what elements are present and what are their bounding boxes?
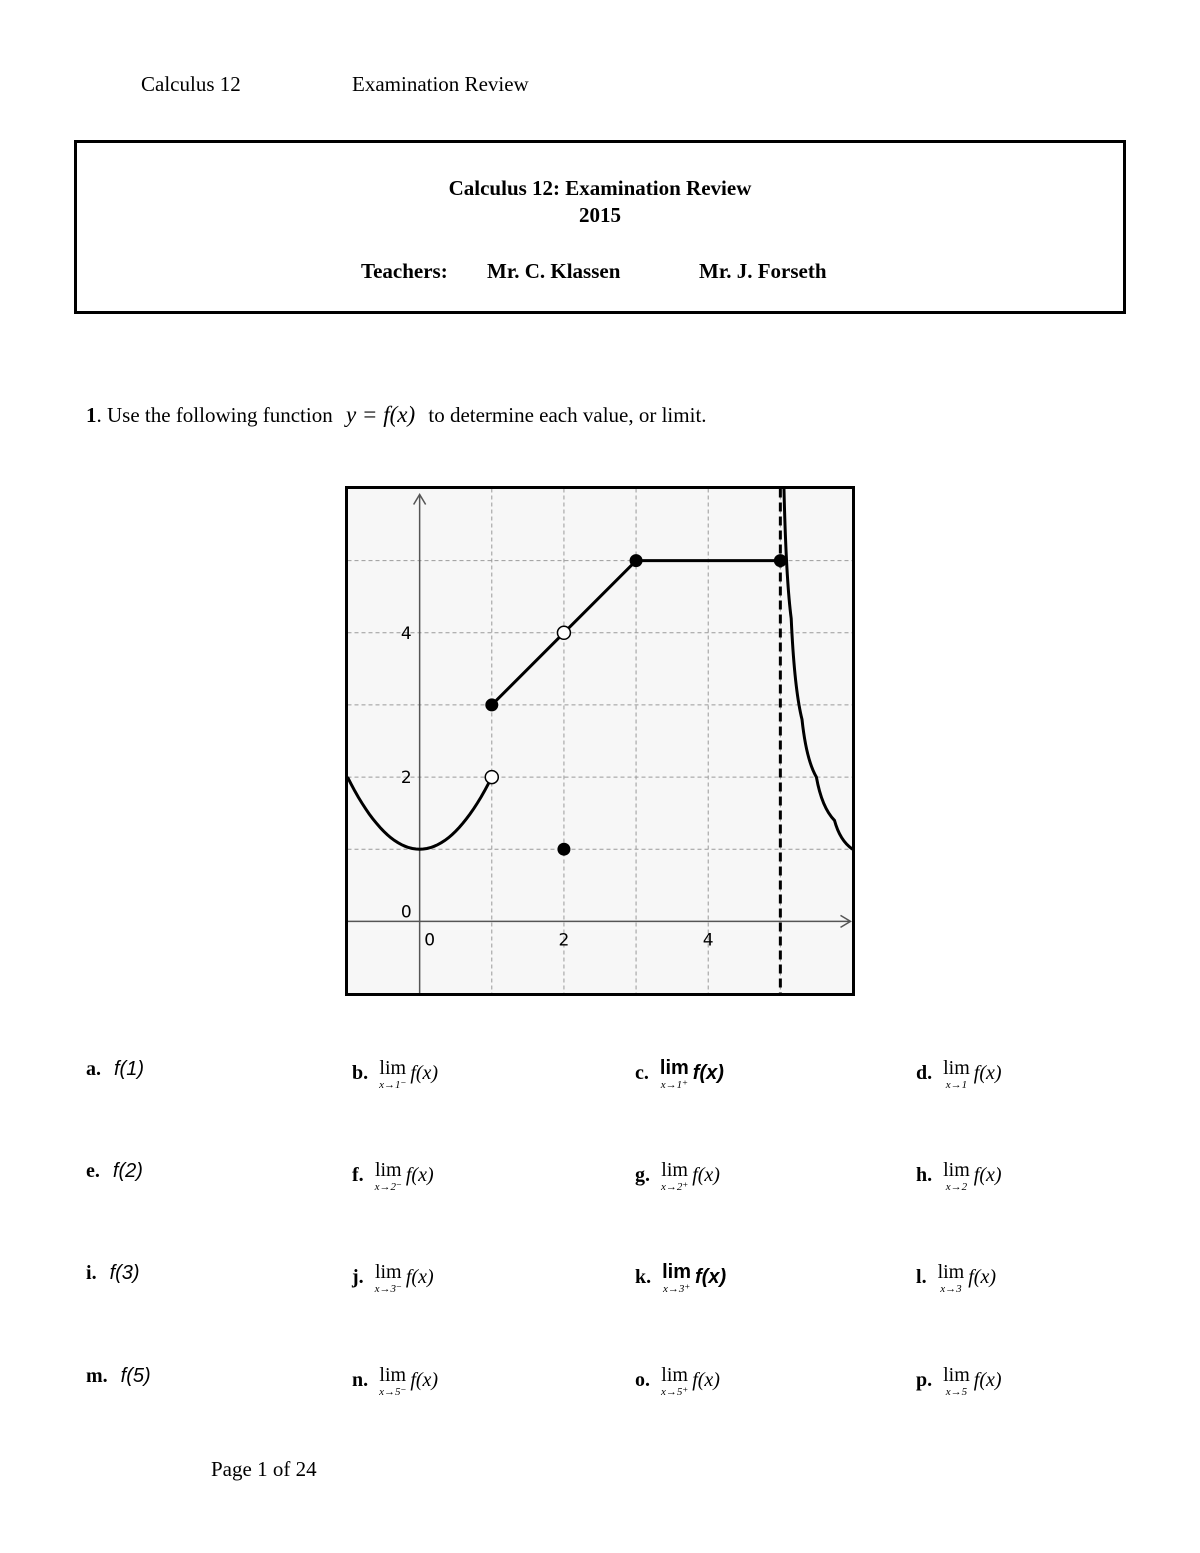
header-title: Examination Review: [352, 72, 529, 96]
y-tick-label: 0: [400, 902, 412, 923]
x-tick-label: 2: [558, 930, 570, 951]
function-value: f(5): [120, 1365, 151, 1387]
question-text-before: . Use the following function: [96, 403, 333, 427]
limit-subscript: x→5⁺: [661, 1386, 689, 1398]
limit-subscript: x→2⁺: [661, 1181, 689, 1193]
item-p: p. lim x→5 f(x): [916, 1364, 1002, 1398]
limit-operator: lim x→1⁻: [379, 1057, 407, 1091]
limit-operator: lim x→3⁺: [662, 1261, 692, 1295]
item-label: l: [916, 1266, 922, 1289]
item-e: e. f(2): [86, 1160, 143, 1182]
closed-point: [774, 554, 787, 567]
limit-operator: lim x→5⁻: [379, 1364, 407, 1398]
question-function: y = f(x): [345, 402, 416, 427]
header-course: Calculus 12: [141, 72, 241, 96]
open-point: [557, 626, 570, 639]
limit-operator: lim x→1: [943, 1057, 970, 1091]
item-label: j: [352, 1266, 359, 1289]
item-label: c: [635, 1062, 644, 1085]
item-label: m: [86, 1365, 103, 1387]
limit-function: f(x): [695, 1266, 727, 1289]
teachers-label: Teachers:: [361, 259, 448, 283]
limit-subscript: x→3⁺: [662, 1283, 691, 1295]
x-tick-label: 0: [424, 930, 436, 951]
limit-subscript: x→3⁻: [374, 1283, 402, 1295]
limit-function: f(x): [692, 1164, 720, 1187]
item-label: n: [352, 1369, 364, 1392]
limit-function: f(x): [692, 1062, 724, 1085]
item-label: h: [916, 1164, 928, 1187]
limit-function: f(x): [968, 1266, 996, 1289]
item-m: m. f(5): [86, 1365, 151, 1387]
teacher-klassen: Mr. C. Klassen: [487, 259, 621, 283]
teachers-line: [361, 259, 827, 284]
limit-subscript: x→2⁻: [374, 1181, 402, 1193]
limit-operator: lim x→2⁻: [374, 1159, 402, 1193]
limit-function: f(x): [405, 1266, 434, 1289]
item-i: i. f(3): [86, 1262, 140, 1284]
item-g: g. lim x→2⁺ f(x): [635, 1159, 720, 1193]
item-h: h. lim x→2 f(x): [916, 1159, 1002, 1193]
item-label: d: [916, 1062, 928, 1085]
x-tick-label: 4: [702, 930, 714, 951]
item-a: a. f(1): [86, 1058, 144, 1080]
open-point: [485, 771, 498, 784]
question-text-after: to determine each value, or limit.: [428, 403, 707, 427]
item-label: b: [352, 1062, 364, 1085]
item-label: g: [635, 1164, 645, 1187]
limit-function: f(x): [973, 1164, 1002, 1187]
closed-point: [630, 554, 643, 567]
item-label: e: [86, 1160, 95, 1182]
item-label: o: [635, 1369, 645, 1392]
limit-operator: lim x→2: [943, 1159, 970, 1193]
limit-function: f(x): [973, 1062, 1002, 1085]
teacher-forseth: Mr. J. Forseth: [699, 259, 827, 283]
item-b: b. lim x→1⁻ f(x): [352, 1057, 439, 1091]
limit-function: f(x): [973, 1369, 1002, 1392]
function-graph: [345, 486, 855, 996]
limit-operator: lim x→3⁻: [374, 1261, 402, 1295]
function-value: f(2): [112, 1160, 143, 1182]
item-label: i: [86, 1262, 92, 1284]
limit-operator: lim x→1⁺: [659, 1057, 689, 1091]
title-box: [74, 140, 1126, 314]
limit-operator: lim x→3: [937, 1261, 965, 1295]
item-label: p: [916, 1369, 928, 1392]
limit-subscript: x→1: [945, 1079, 968, 1091]
closed-point: [485, 698, 498, 711]
page-number: Page 1 of 24: [211, 1457, 317, 1481]
limit-subscript: x→3: [940, 1283, 962, 1295]
function-value: f(3): [109, 1262, 140, 1284]
limit-function: f(x): [405, 1164, 434, 1187]
y-tick-label: 2: [400, 768, 412, 789]
y-tick-label: 4: [400, 623, 412, 644]
limit-subscript: x→5⁻: [379, 1386, 407, 1398]
item-label: k: [635, 1266, 647, 1289]
limit-function: f(x): [410, 1062, 439, 1085]
item-k: k. lim x→3⁺ f(x): [635, 1261, 727, 1295]
item-f: f. lim x→2⁻ f(x): [352, 1159, 434, 1193]
closed-point: [557, 843, 570, 856]
document-title: Calculus 12: Examination Review: [448, 176, 752, 200]
document-year: 2015: [579, 203, 621, 227]
item-n: n. lim x→5⁻ f(x): [352, 1364, 439, 1398]
function-value: f(1): [114, 1058, 144, 1080]
limit-function: f(x): [692, 1369, 720, 1392]
limit-subscript: x→2: [945, 1181, 968, 1193]
item-label: f: [352, 1164, 359, 1187]
limit-function: f(x): [410, 1369, 439, 1392]
limit-subscript: x→5: [945, 1386, 968, 1398]
limit-subscript: x→1⁺: [660, 1079, 688, 1091]
item-l: l. lim x→3 f(x): [916, 1261, 996, 1295]
item-label: a: [86, 1058, 96, 1080]
question-1-prompt: [86, 402, 707, 428]
item-o: o. lim x→5⁺ f(x): [635, 1364, 720, 1398]
limit-operator: lim x→2⁺: [661, 1159, 689, 1193]
question-number: 1: [86, 403, 97, 427]
limit-operator: lim x→5⁺: [661, 1364, 689, 1398]
limit-subscript: x→1⁻: [379, 1079, 407, 1091]
item-c: c. lim x→1⁺ f(x): [635, 1057, 724, 1091]
item-d: d. lim x→1 f(x): [916, 1057, 1002, 1091]
limit-operator: lim x→5: [943, 1364, 970, 1398]
item-j: j. lim x→3⁻ f(x): [352, 1261, 434, 1295]
